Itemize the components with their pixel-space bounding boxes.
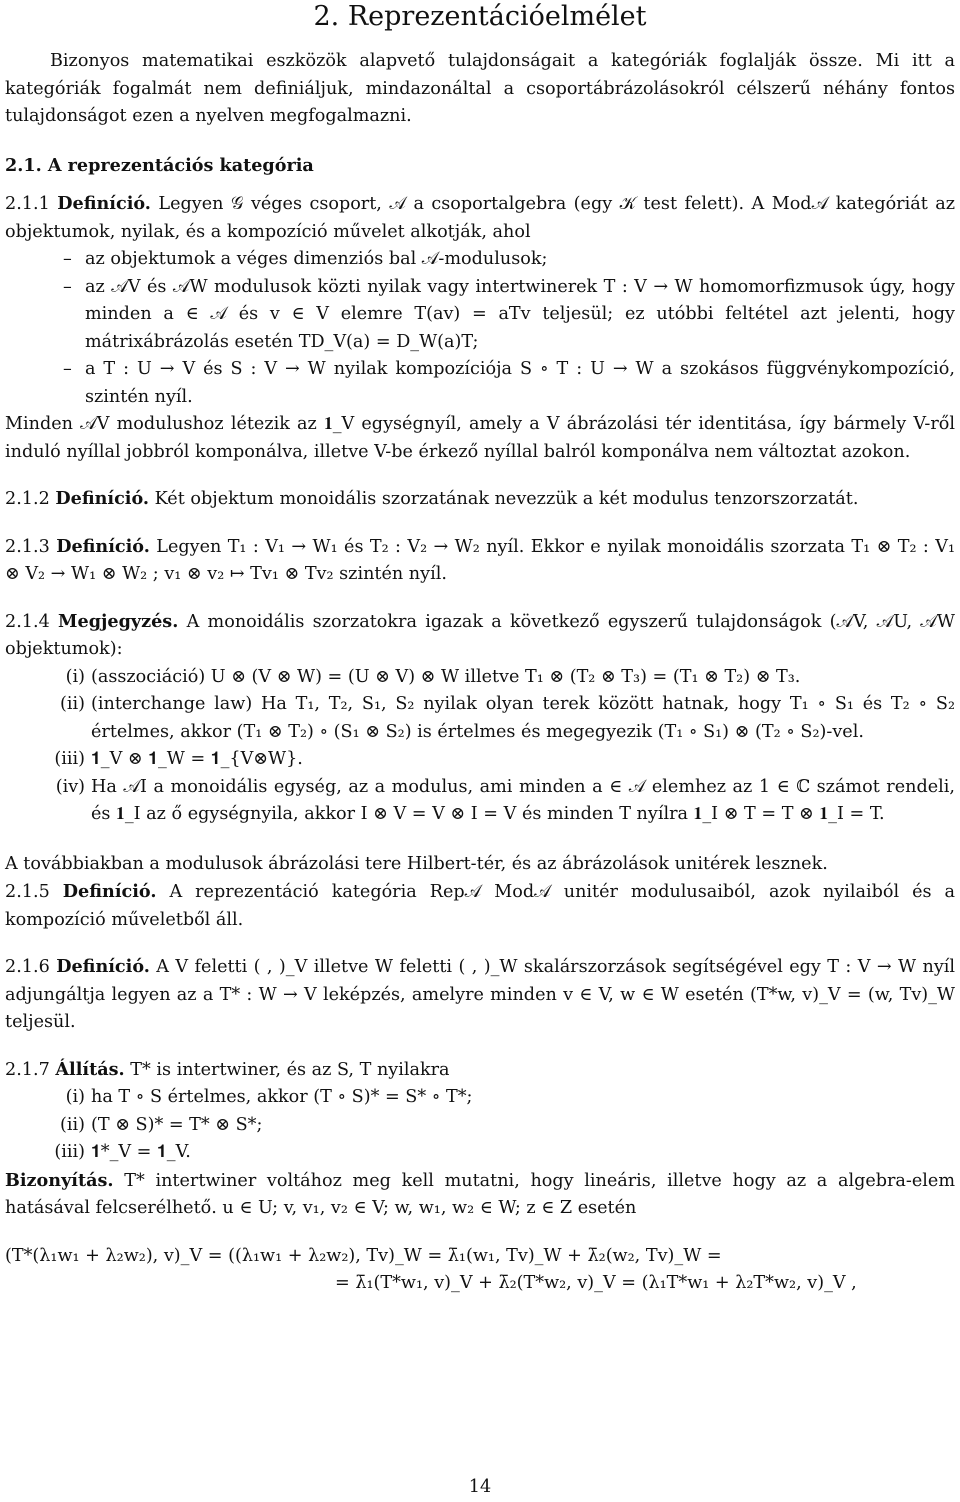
remark-list [5, 664, 955, 829]
list-item [5, 1112, 955, 1140]
list-item: – a T : U → V és S : V → W nyilak kompozíciója S ∘ T : U → W a szokásos függvénykompozíció, szintén nyíl. [5, 356, 955, 411]
definition-text: Legyen 𝒢 véges csoport, 𝒜 a csoportalgebra (egy 𝒦 test felett). A Mod𝒜 kategóriát az objektumok, nyilak, és a kompozíció művelet alkotják, ahol [5, 194, 956, 242]
page [5, 0, 955, 1298]
remark-text: A monoidális szorzatokra igazak a következő egyszerű tulajdonságok (𝒜V, 𝒜U, 𝒜W objektumok): [5, 611, 956, 659]
list-item [5, 774, 955, 829]
proposition-label: Állítás. [55, 1058, 125, 1080]
chapter-title: 2. Reprezentációelmélet [313, 1, 647, 32]
definition-label: Definíció. [56, 956, 150, 977]
definition-number: 2.1.6 [5, 957, 50, 977]
proposition-2-1-7 [5, 1056, 955, 1085]
remark-2-1-4 [5, 608, 955, 664]
list-item: – az 𝒜V és 𝒜W modulusok közti nyilak vagy intertwinerek T : V → W homomorfizmusok úgy, hogy minden a ∈ 𝒜 és v ∈ V elemre T(av) = aTv teljesül; ez utóbbi feltétel azt jelenti, hogy mátrixábrázolás esetén TD_V(a) = D_W(a)T; [5, 274, 955, 357]
item-numeral: (ii) [60, 1114, 85, 1135]
hilbert-note: A továbbiakban a modulusok ábrázolási tere Hilbert-tér, és az ábrázolások unitérek lesznek. [5, 853, 828, 874]
definition-number: 2.1.1 [5, 194, 50, 214]
definition-text: Két objektum monoidális szorzatának nevezzük a két modulus tenzorszorzatát. [154, 489, 859, 509]
item-numeral: (i) [65, 666, 85, 687]
definition-text: Legyen T₁ : V₁ → W₁ és T₂ : V₂ → W₂ nyíl. Ekkor e nyilak monoidális szorzata T₁ ⊗ T₂ : V₁ ⊗ V₂ → W₁ ⊗ W₂ ; v₁ ⊗ v₂ ↦ Tv₁ ⊗ Tv₂ szintén nyíl. [5, 536, 956, 584]
definition-text: A reprezentáció kategória Rep𝒜 Mod𝒜 unitér modulusaiból, azok nyilaiból és a kompozíció műveletből áll. [5, 882, 956, 930]
proof-equation [5, 1243, 955, 1298]
definition-list [5, 246, 955, 411]
section-title: 2.1. A reprezentációs kategória [5, 154, 314, 176]
remark-number: 2.1.4 [5, 611, 50, 632]
list-item [5, 1139, 955, 1167]
definition-2-1-6 [5, 953, 955, 1037]
definition-number: 2.1.5 [5, 882, 50, 902]
proposition-number: 2.1.7 [5, 1059, 50, 1080]
definition-label: Definíció. [62, 881, 157, 902]
definition-2-1-1 [5, 190, 955, 246]
item-numeral: (ii) [60, 694, 85, 714]
item-text: 𝟏*_V = 𝟏_V. [91, 1142, 191, 1162]
identity-arrow-paragraph: Minden 𝒜V modulushoz létezik az 𝟏_V egységnyíl, amely a V ábrázolási tér identitása, így bármely V-ről induló nyíllal jobbról komponálva, illetve V-be érkező nyíllal balról komponálva nem változtat azokon. [5, 414, 955, 462]
list-item [5, 746, 955, 774]
item-text: (interchange law) Ha T₁, T₂, S₁, S₂ nyilak olyan terek között hatnak, hogy T₁ ∘ S₁ és T₂ ∘ S₂ értelmes, akkor (T₁ ⊗ T₂) ∘ (S₁ ⊗ S₂) is értelmes és megegyezik (T₁ ∘ S₁) ⊗ (T₂ ∘ S₂)-vel. [91, 694, 955, 742]
definition-2-1-2 [5, 485, 955, 514]
page-number: 14 [468, 1477, 492, 1497]
definition-text: A V feletti ( , )_V illetve W feletti ( , )_W skalárszorzások segítségével egy T : V → W nyíl adjungáltja legyen az a T* : W → V leképzés, amelyre minden v ∈ V, w ∈ W esetén (T*w, v)_V = (w, Tv)_W teljesül. [5, 957, 956, 1032]
proof-paragraph [5, 1167, 955, 1223]
item-text: 𝟏_V ⊗ 𝟏_W = 𝟏_{V⊗W}. [91, 749, 303, 769]
proof-label: Bizonyítás. [5, 1169, 114, 1191]
definition-label: Definíció. [56, 535, 150, 557]
intro-paragraph: Bizonyos matematikai eszközök alapvető tulajdonságait a kategóriák foglalják össze. Mi itt a kategóriák fogalmát nem definiáljuk, mindazonáltal a csoportábrázolásokról célszerű néhány fontos tulajdonságot ezen a nyelven megfogalmazni. [5, 51, 955, 126]
proposition-list [5, 1084, 955, 1167]
definition-label: Definíció. [55, 488, 150, 509]
definition-label: Definíció. [57, 193, 151, 214]
item-text: ha T ∘ S értelmes, akkor (T ∘ S)* = S* ∘ T*; [91, 1087, 473, 1107]
item-text: (T ⊗ S)* = T* ⊗ S*; [91, 1114, 263, 1135]
item-numeral: (iv) [55, 776, 85, 797]
list-item: – az objektumok a véges dimenziós bal 𝒜-modulusok; [5, 246, 955, 274]
definition-2-1-3 [5, 533, 955, 589]
list-item [5, 1084, 955, 1112]
item-numeral: (iii) [54, 1142, 85, 1162]
item-text: (asszociáció) U ⊗ (V ⊗ W) = (U ⊗ V) ⊗ W illetve T₁ ⊗ (T₂ ⊗ T₃) = (T₁ ⊗ T₂) ⊗ T₃. [91, 666, 801, 687]
equation-line-2: = λ̄₁(T*w₁, v)_V + λ̄₂(T*w₂, v)_V = (λ₁T*w₁ + λ₂T*w₂, v)_V , [335, 1273, 857, 1293]
definition-number: 2.1.3 [5, 536, 50, 557]
definition-number: 2.1.2 [5, 489, 50, 509]
equation-line-1: (T*(λ₁w₁ + λ₂w₂), v)_V = ((λ₁w₁ + λ₂w₂), Tv)_W = λ̄₁(w₁, Tv)_W + λ̄₂(w₂, Tv)_W = [5, 1245, 722, 1266]
proof-text: T* intertwiner voltához meg kell mutatni, hogy lineáris, illetve hogy az a algebra-elem hatásával felcserélhető. u ∈ U; v, v₁, v₂ ∈ V; w, w₁, w₂ ∈ W; z ∈ Z esetén [5, 1170, 955, 1218]
item-numeral: (i) [65, 1087, 85, 1107]
remark-label: Megjegyzés. [58, 610, 179, 632]
list-item [5, 691, 955, 746]
list-item [5, 664, 955, 692]
item-numeral: (iii) [54, 749, 85, 769]
proposition-text: T* is intertwiner, és az S, T nyilakra [130, 1059, 450, 1080]
item-text: Ha 𝒜I a monoidális egység, az a modulus, ami minden a ∈ 𝒜 elemhez az 1 ∈ ℂ számot rendeli, és 𝟏_I az ő egységnyila, akkor I ⊗ V = V ⊗ I = V és minden T nyílra 𝟏_I ⊗ T = T ⊗ 𝟏_I = T. [91, 776, 955, 824]
definition-2-1-5 [5, 878, 955, 934]
